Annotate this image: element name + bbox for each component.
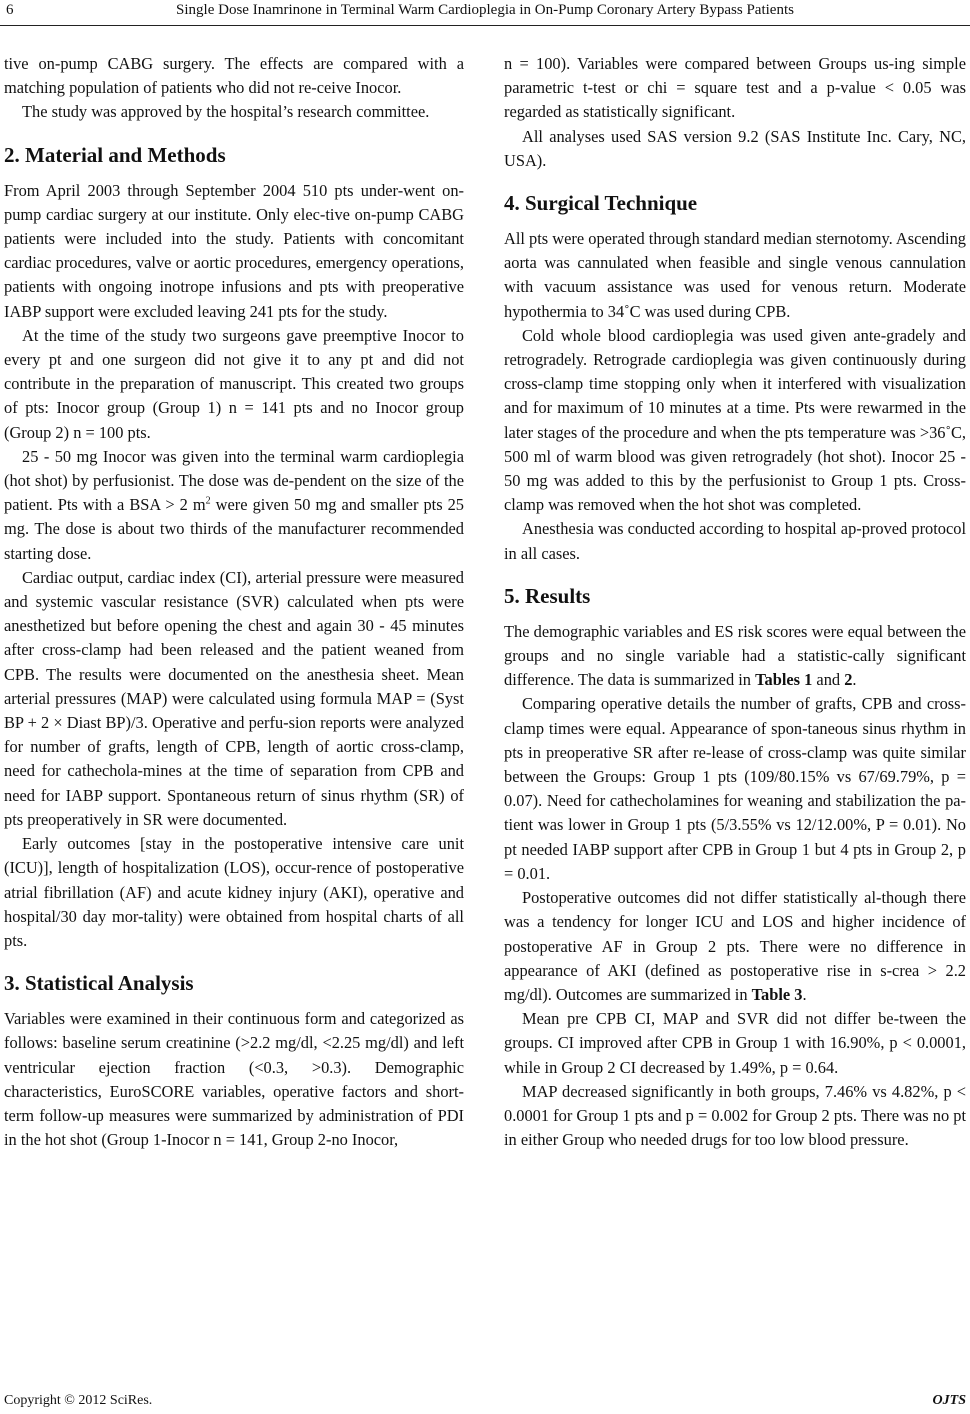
results-text: The demographic variables and ES risk scores were equal between the groups and no single variable had a statistic-cally significant difference. The data is summarized in — [504, 621, 966, 690]
methods-paragraph-1: From April 2003 through September 2004 510 pts under-went on-pump cardiac surgery at our institute. Only elec-tive on-pump CABG patients were included into the study. Patients with concomitant cardiac procedures, valve or aortic procedures, emergency operations, patients with ongoing inotrope infusions and pts with preoperative IABP support were excluded leaving 241 pts for the study. — [4, 180, 464, 321]
results-paragraph-5: MAP decreased significantly in both groups, 7.46% vs 4.82%, p < 0.0001 for Group 1 pts and p = 0.002 for Group 2 pts. There was no pt in either Group who needed drugs for too low blood pressure. — [504, 1081, 966, 1150]
section-heading-statistics: 3. Statistical Analysis — [4, 971, 194, 996]
header-rule — [0, 25, 970, 26]
technique-paragraph-3: Anesthesia was conducted according to hospital ap-proved protocol in all cases. — [504, 519, 966, 563]
technique-paragraph-2: Cold whole blood cardioplegia was used given ante-gradely and retrogradely. Retrograde cardioplegia was given continuously during cross-clamp time stopping only when it interfered with visualization and for maximum of 10 minutes at a time. Pts were rewarmed in the later stages of the procedure and when the pts temperature was >36˚C, 500 ml of warm blood was given retrogradely (hot shot). Inocor 25 - 50 mg was added to this by the perfusionist to Group 1 pts. Cross-clamp was removed when the hot shot was completed. — [504, 325, 966, 515]
section-heading-methods: 2. Material and Methods — [4, 142, 226, 167]
section-heading-results: 5. Results — [504, 583, 591, 608]
table-3-reference: Table 3 — [751, 984, 803, 1004]
tables-reference: Tables 1 — [755, 670, 813, 690]
journal-abbreviation: OJTS — [932, 1393, 966, 1408]
section-heading-surgical-technique: 4. Surgical Technique — [504, 191, 698, 216]
results-paragraph-3 — [504, 886, 966, 1007]
copyright-notice: Copyright © 2012 SciRes. — [4, 1393, 153, 1408]
results-paragraph-4: Mean pre CPB CI, MAP and SVR did not differ be-tween the groups. CI improved after CPB in Group 1 with 16.90%, p < 0.0001, while in Group 2 CI decreased by 1.49%, p = 0.64. — [504, 1009, 966, 1077]
methods-paragraph-outcomes: Early outcomes [stay in the postoperative intensive care unit (ICU)], length of hospitalization (LOS), occur-rence of postoperative atrial fibrillation (AF) and acute kidney injury (AKI), operative and hospital/30 day mor-tality) were obtained from hospital charts of all pts. — [4, 834, 464, 950]
statistics-paragraph: Variables were examined in their continuous form and categorized as follows: baseline serum creatinine (>2.2 mg/dl, <2.25 mg/dl) and left ventricular ejection fraction (<0.3, >0.3). Demographic characteristics, EuroSCORE variables, operative factors and short-term follow-up measures were summarized by administration of PDI in the hot shot (Group 1-Inocor n = 141, Group 2-no Inocor, — [4, 1009, 464, 1150]
statistics-continuation-paragraph: n = 100). Variables were compared between Groups us-ing simple parametric t-test or chi = square test and a p-value < 0.05 was regarded as statistically significant. — [504, 54, 966, 122]
left-column — [4, 52, 464, 1152]
running-header — [0, 0, 970, 22]
results-paragraph-1 — [504, 620, 966, 693]
methods-paragraph-dose — [4, 445, 464, 566]
results-text-end: . — [852, 670, 857, 690]
dose-superscript: 2 — [205, 495, 211, 507]
results-text-and: and — [812, 670, 845, 690]
table-2-reference: 2 — [844, 670, 853, 690]
running-title: Single Dose Inamrinone in Terminal Warm Cardioplegia in On-Pump Coronary Artery Bypass Patients — [176, 2, 794, 18]
methods-paragraph-measurements: Cardiac output, cardiac index (CI), arterial pressure were measured and systemic vascular resistance (SVR) calculated when pts were anesthetized but before opening the chest and again 30 - 45 minutes after cross-clamp had been released and the patient weaned from CPB. The results were documented on the anesthesia sheet. Mean arterial pressures (MAP) were calculated using formula MAP = (Syst BP + 2 × Diast BP)/3. Operative and perfu-sion reports were analyzed for number of grafts, length of CPB, length of aortic cross-clamp, need for cathechola-mines at the time of separation from CPB and need for IABP support. Spontaneous return of sinus rhythm (SR) of pts preoperatively in SR were documented. — [4, 567, 464, 829]
software-paragraph: All analyses used SAS version 9.2 (SAS Institute Inc. Cary, NC, USA). — [504, 126, 966, 170]
intro-continuation-paragraph: tive on-pump CABG surgery. The effects are compared with a matching population of patients who did not re-ceive Inocor. — [4, 54, 464, 98]
dose-text-b: were given 50 mg and smaller pts 25 mg. The dose is about two thirds of the manufacturer recommended starting dose. — [4, 495, 465, 563]
outcomes-text-end: . — [802, 984, 807, 1004]
right-column — [504, 52, 966, 1152]
technique-paragraph-1: All pts were operated through standard median sternotomy. Ascending aorta was cannulated when feasible and single venous cannulation with vacuum assistance was used for venous return. Moderate hypothermia to 34˚C was used during CPB. — [504, 229, 966, 321]
outcomes-text: Postoperative outcomes did not differ statistically al-though there was a tendency for longer ICU and LOS and higher incidence of postoperative AF in Group 2 pts. There were no difference in appearance of AKI (defined as postoperative rise in s-crea > 2.2 mg/dl). Outcomes are summarized in — [504, 888, 966, 1004]
ethics-paragraph: The study was approved by the hospital’s research committee. — [22, 102, 430, 122]
results-paragraph-2: Comparing operative details the number of grafts, CPB and cross-clamp times were equal. Appearance of spon-taneous sinus rhythm in pts in preoperative SR after re-lease of cross-clamp was quite similar between the Groups: Group 1 pts (109/80.15% vs 67/69.79%, p = 0.07). Need for cathecholamines for weaning and stabilization the pa-tient was lower in Group 1 pts (5/3.55% vs 12/12.00%, P = 0.01). No pt needed IABP support after CPB in Group 1 but 4 pts in Group 2, p = 0.01. — [504, 694, 966, 883]
page-number: 6 — [6, 2, 14, 18]
methods-paragraph-2: At the time of the study two surgeons gave preemptive Inocor to every pt and one surgeon did not give it to any pt and did not contribute in the preparation of manuscript. This created two groups of pts: Inocor group (Group 1) n = 141 pts and no Inocor group (Group 2) n = 100 pts. — [4, 325, 464, 442]
dose-text-a: 25 - 50 mg Inocor was given into the terminal warm cardioplegia (hot shot) by perfusionist. The dose was de-pendent on the size of the patient. Pts with a BSA > 2 m — [4, 446, 464, 515]
